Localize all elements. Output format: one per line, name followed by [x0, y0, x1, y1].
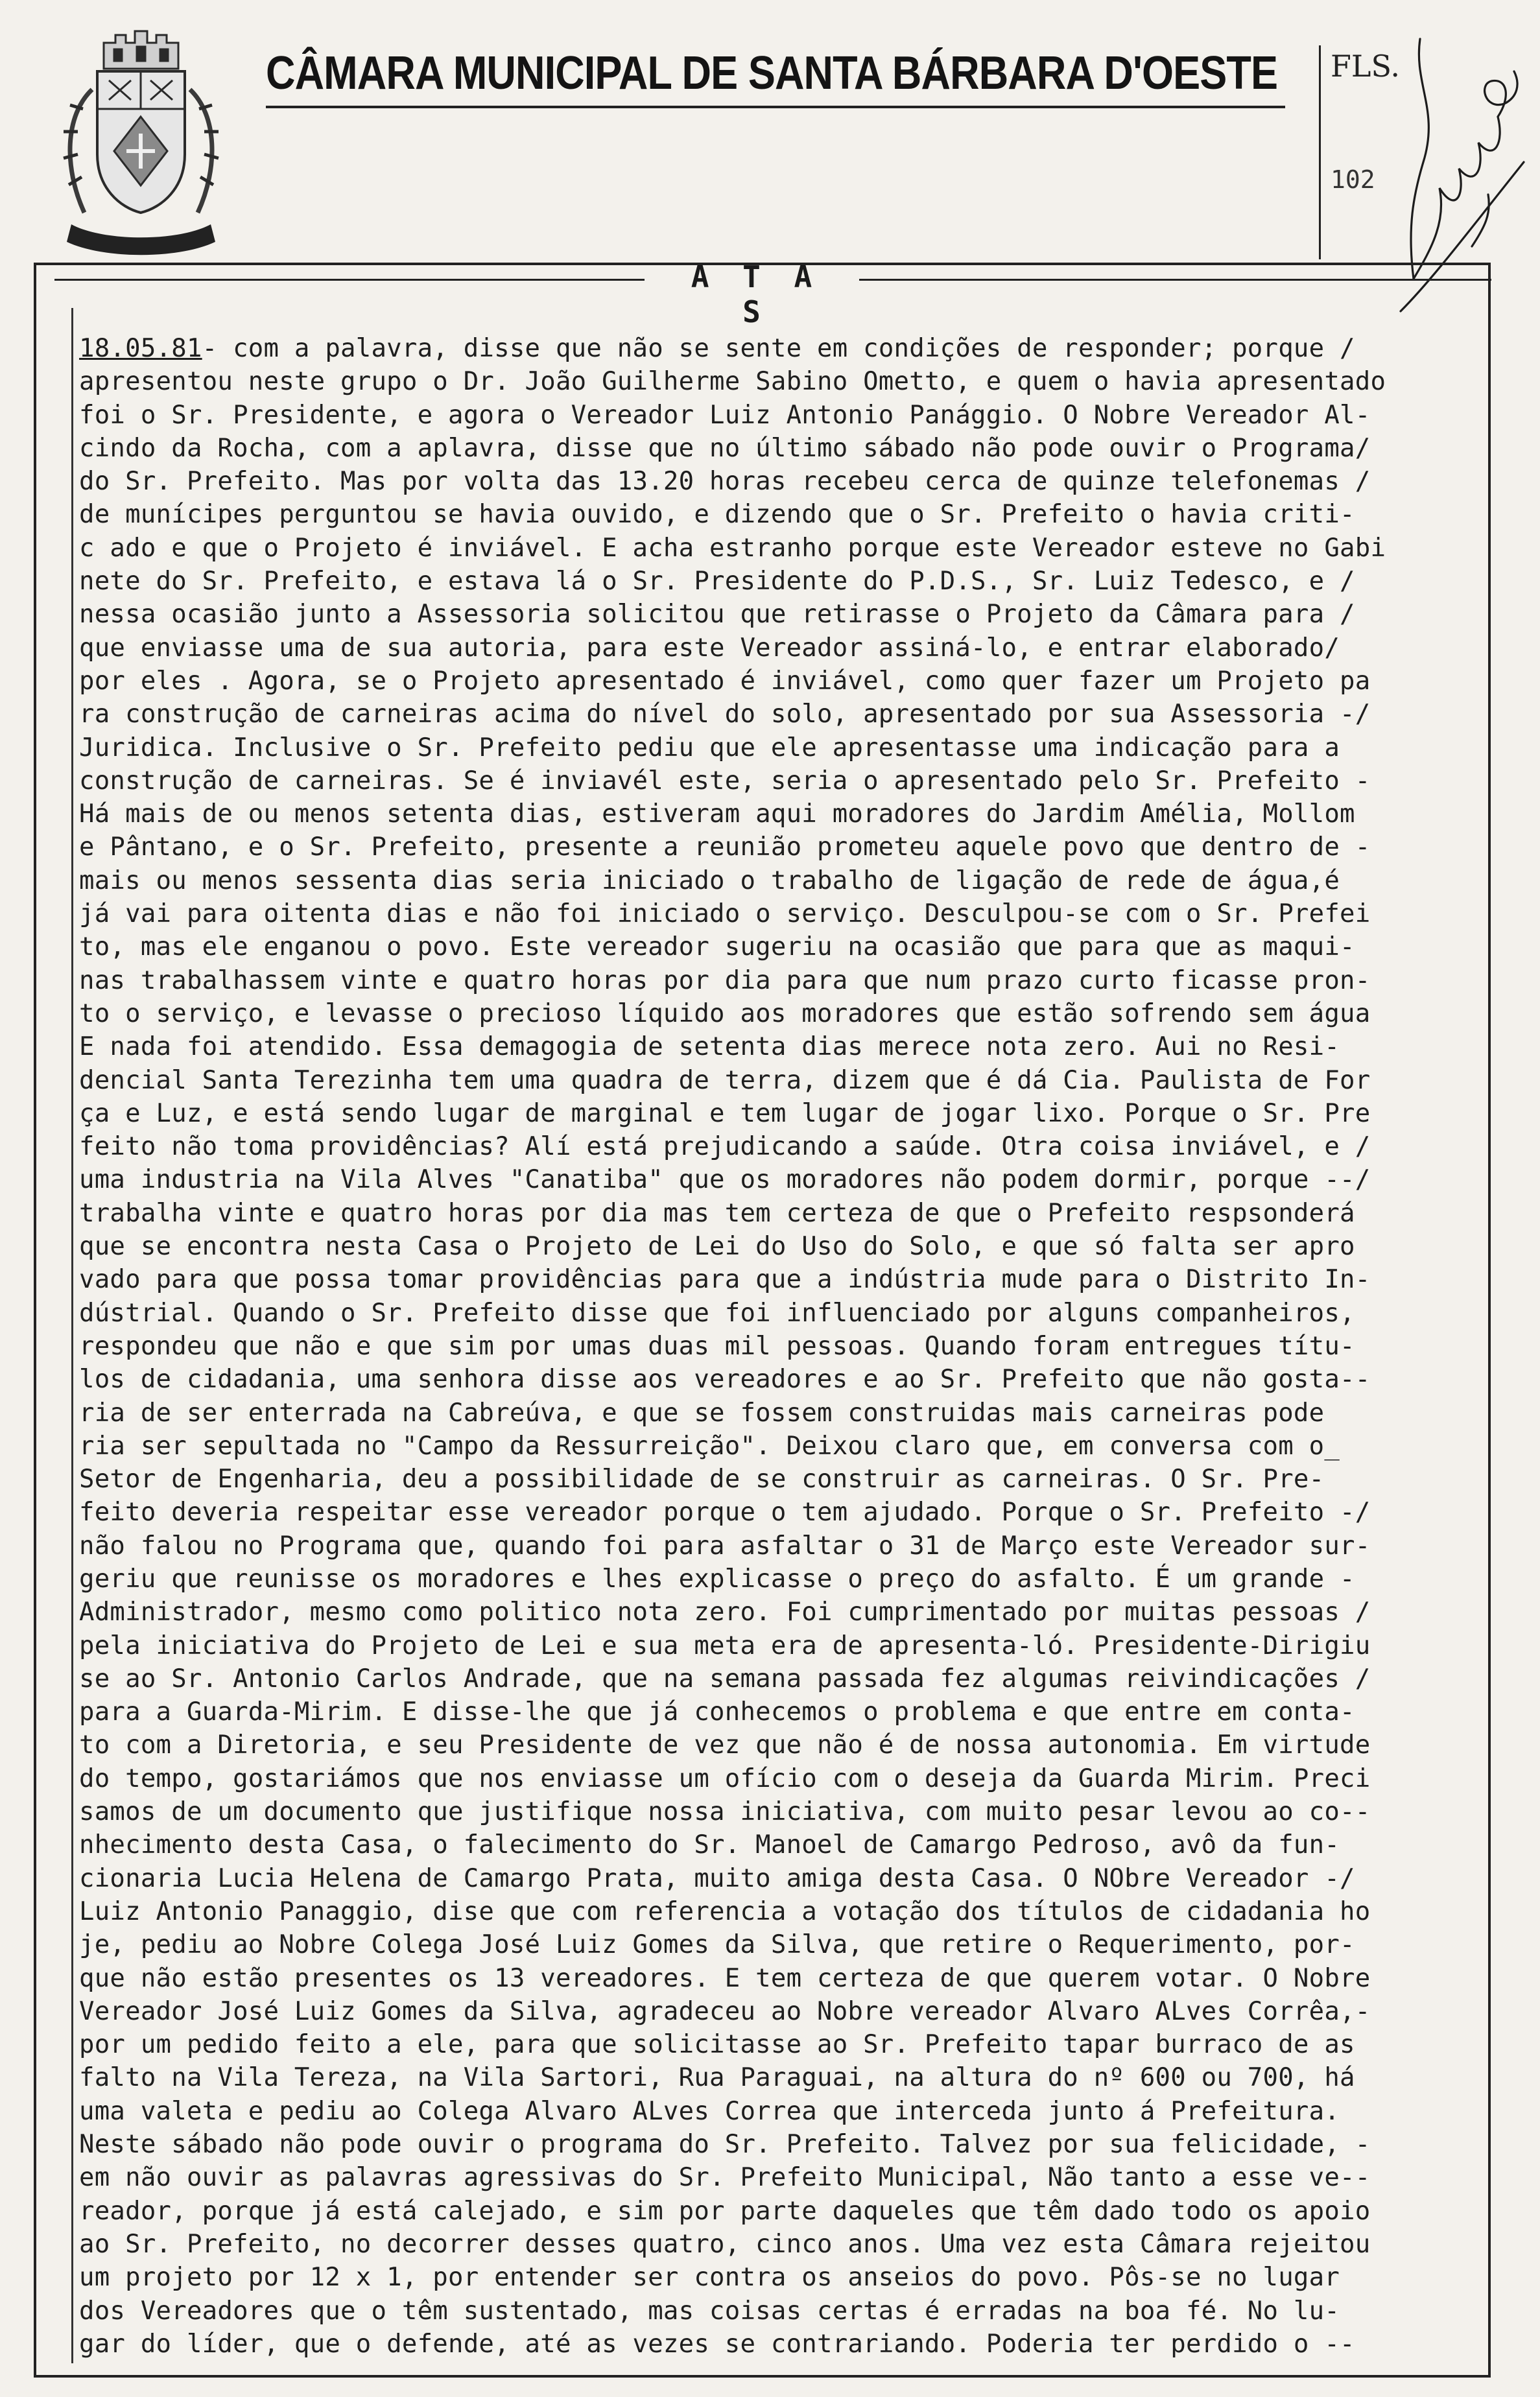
fls-label: FLS.: [1331, 49, 1400, 84]
text-line: que não estão presentes os 13 vereadores. E tem certeza de que querem votar. O Nobre: [79, 1963, 1371, 1993]
text-line: falto na Vila Tereza, na Vila Sartori, Rua Paraguai, na altura do nº 600 ou 700, há: [79, 2063, 1355, 2093]
text-line: reador, porque já está calejado, e sim por parte daqueles que têm dado todo os apoio: [79, 2196, 1371, 2226]
text-line: Vereador José Luiz Gomes da Silva, agradeceu ao Nobre vereador Alvaro ALves Corrêa,-: [79, 1996, 1371, 2026]
text-line: em não ouvir as palavras agressivas do Sr. Prefeito Municipal, Não tanto a esse ve--: [79, 2163, 1371, 2193]
header-separator: [1319, 45, 1321, 259]
text-line: trabalha vinte e quatro horas por dia mas tem certeza de que o Prefeito respsonderá: [79, 1198, 1355, 1228]
text-line: cindo da Rocha, com a aplavra, disse que no último sábado não pode ouvir o Programa/: [79, 433, 1371, 463]
text-line: feito deveria respeitar esse vereador porque o tem ajudado. Porque o Sr. Prefeito -/: [79, 1498, 1371, 1528]
text-line: apresentou neste grupo o Dr. João Guilherme Sabino Ometto, e quem o havia apresentado: [79, 367, 1386, 397]
text-line: ria ser sepultada no "Campo da Ressurreição". Deixou claro que, em conversa com o_: [79, 1431, 1340, 1461]
text-line: construção de carneiras. Se é inviavél este, seria o apresentado pelo Sr. Prefeito -: [79, 766, 1371, 796]
text-line: to o serviço, e levasse o precioso líquido aos moradores que estão sofrendo sem água: [79, 998, 1371, 1028]
text-line: mais ou menos sessenta dias seria iniciado o trabalho de ligação de rede de água,é: [79, 866, 1340, 895]
text-line: to, mas ele enganou o povo. Este vereador sugeriu na ocasião que para que as maqui-: [79, 932, 1355, 962]
text-line: Juridica. Inclusive o Sr. Prefeito pediu que ele apresentasse uma indicação para a: [79, 733, 1340, 762]
text-line: geriu que reunisse os moradores e lhes explicasse o preço do asfalto. É um grande -: [79, 1564, 1355, 1594]
text-line: um projeto por 12 x 1, por entender ser contra os anseios do povo. Pôs-se no lugar: [79, 2263, 1340, 2293]
text-line: por eles . Agora, se o Projeto apresentado é inviável, como quer fazer um Projeto pa: [79, 666, 1371, 696]
text-line: pela iniciativa do Projeto de Lei e sua meta era de apresenta-ló. Presidente-Dirigiu: [79, 1631, 1371, 1660]
text-line: 18.05.81- com a palavra, disse que não se sente em condições de responder; porque /: [79, 334, 1355, 363]
text-line: ra construção de carneiras acima do nível do solo, apresentado por sua Assessoria -/: [79, 700, 1371, 729]
section-title: A T A S: [691, 259, 820, 329]
text-line: uma industria na Vila Alves "Canatiba" que os moradores não podem dormir, porque --/: [79, 1165, 1371, 1195]
text-line: ao Sr. Prefeito, no decorrer desses quatro, cinco anos. Uma vez esta Câmara rejeitou: [79, 2229, 1371, 2259]
header-underline: [266, 106, 1285, 108]
text-line: não falou no Programa que, quando foi para asfaltar o 31 de Março este Vereador sur-: [79, 1531, 1371, 1561]
text-line: Administrador, mesmo como politico nota zero. Foi cumprimentado por muitas pessoas /: [79, 1598, 1371, 1627]
title-rule-left: [54, 279, 645, 281]
margin-rule: [71, 308, 73, 2363]
minutes-text: [79, 332, 1475, 2361]
municipal-crest: [58, 18, 224, 258]
text-line: dos Vereadores que o têm sustentado, mas coisas certas é erradas na boa fé. No lu-: [79, 2296, 1340, 2326]
text-line: e Pântano, e o Sr. Prefeito, presente a reunião prometeu aquele povo que dentro de -: [79, 832, 1371, 862]
text-line: E nada foi atendido. Essa demagogia de setenta dias merece nota zero. Aui no Resi-: [79, 1032, 1340, 1062]
text-line: je, pediu ao Nobre Colega José Luiz Gomes da Silva, que retire o Requerimento, por-: [79, 1930, 1355, 1960]
text-line: nete do Sr. Prefeito, e estava lá o Sr. Presidente do P.D.S., Sr. Luiz Tedesco, e /: [79, 567, 1355, 596]
text-line: de munícipes perguntou se havia ouvido, e dizendo que o Sr. Prefeito o havia criti-: [79, 500, 1355, 530]
text-line: ria de ser enterrada na Cabreúva, e que se fossem construidas mais carneiras pode: [79, 1398, 1325, 1428]
text-line: Há mais de ou menos setenta dias, estiveram aqui moradores do Jardim Amélia, Mollom: [79, 799, 1355, 829]
text-line: do Sr. Prefeito. Mas por volta das 13.20 horas recebeu cerca de quinze telefonemas /: [79, 467, 1371, 497]
text-line: uma valeta e pediu ao Colega Alvaro ALves Correa que interceda junto á Prefeitura.: [79, 2096, 1340, 2126]
minutes-date: 18.05.81: [79, 334, 202, 363]
text-line: Luiz Antonio Panaggio, dise que com referencia a votação dos títulos de cidadania ho: [79, 1896, 1371, 1926]
page-number: 102: [1331, 165, 1375, 194]
text-line: se ao Sr. Antonio Carlos Andrade, que na semana passada fez algumas reivindicações /: [79, 1664, 1371, 1694]
text-line: gar do líder, que o defende, até as vezes se contrariando. Poderia ter perdido o --: [79, 2329, 1355, 2359]
text-line: to com a Diretoria, e seu Presidente de vez que não é de nossa autonomia. Em virtude: [79, 1730, 1371, 1760]
text-line: Neste sábado não pode ouvir o programa do Sr. Prefeito. Talvez por sua felicidade, -: [79, 2130, 1371, 2160]
text-line: nessa ocasião junto a Assessoria solicitou que retirasse o Projeto da Câmara para /: [79, 600, 1355, 630]
text-line: feito não toma providências? Alí está prejudicando a saúde. Otra coisa inviável, e /: [79, 1132, 1371, 1162]
text-line: foi o Sr. Presidente, e agora o Vereador Luiz Antonio Panággio. O Nobre Vereador Al-: [79, 400, 1371, 430]
text-line: que se encontra nesta Casa o Projeto de Lei do Uso do Solo, e que só falta ser apro: [79, 1232, 1355, 1262]
text-line: samos de um documento que justifique nossa iniciativa, com muito pesar levou ao co--: [79, 1797, 1371, 1827]
organization-title: CÂMARA MUNICIPAL DE SANTA BÁRBARA D'OESTE: [266, 47, 1278, 99]
text-line: por um pedido feito a ele, para que solicitasse ao Sr. Prefeito tapar burraco de as: [79, 2030, 1355, 2060]
text-line: respondeu que não e que sim por umas duas mil pessoas. Quando foram entregues títu-: [79, 1331, 1355, 1361]
text-line: dústrial. Quando o Sr. Prefeito disse que foi influenciado por alguns companheiros,: [79, 1298, 1355, 1328]
text-line: nhecimento desta Casa, o falecimento do Sr. Manoel de Camargo Pedroso, avô da fun-: [79, 1830, 1340, 1860]
text-line: cionaria Lucia Helena de Camargo Prata, muito amiga desta Casa. O NObre Vereador -/: [79, 1863, 1355, 1893]
text-line: vado para que possa tomar providências para que a indústria mude para o Distrito In-: [79, 1265, 1371, 1295]
text-line: c ado e que o Projeto é inviável. E acha estranho porque este Vereador esteve no Gabi: [79, 533, 1386, 563]
text-line: nas trabalhassem vinte e quatro horas por dia para que num prazo curto ficasse pron-: [79, 965, 1371, 995]
text-line: ça e Luz, e está sendo lugar de marginal e tem lugar de jogar lixo. Porque o Sr. Pre: [79, 1098, 1371, 1128]
text-line: já vai para oitenta dias e não foi iniciado o serviço. Desculpou-se com o Sr. Prefei: [79, 899, 1371, 929]
text-line: que enviasse uma de sua autoria, para este Vereador assiná-lo, e entrar elaborado/: [79, 633, 1340, 663]
text-line: para a Guarda-Mirim. E disse-lhe que já conhecemos o problema e que entre em conta-: [79, 1697, 1355, 1727]
text-line: dencial Santa Terezinha tem uma quadra de terra, dizem que é dá Cia. Paulista de For: [79, 1065, 1371, 1095]
text-line: do tempo, gostariámos que nos enviasse um ofício com o deseja da Guarda Mirim. Preci: [79, 1764, 1371, 1793]
text-line: Setor de Engenharia, deu a possibilidade de se construir as carneiras. O Sr. Pre-: [79, 1465, 1325, 1494]
text-line: los de cidadania, uma senhora disse aos vereadores e ao Sr. Prefeito que não gosta--: [79, 1365, 1371, 1395]
title-rule-right: [859, 279, 1491, 281]
